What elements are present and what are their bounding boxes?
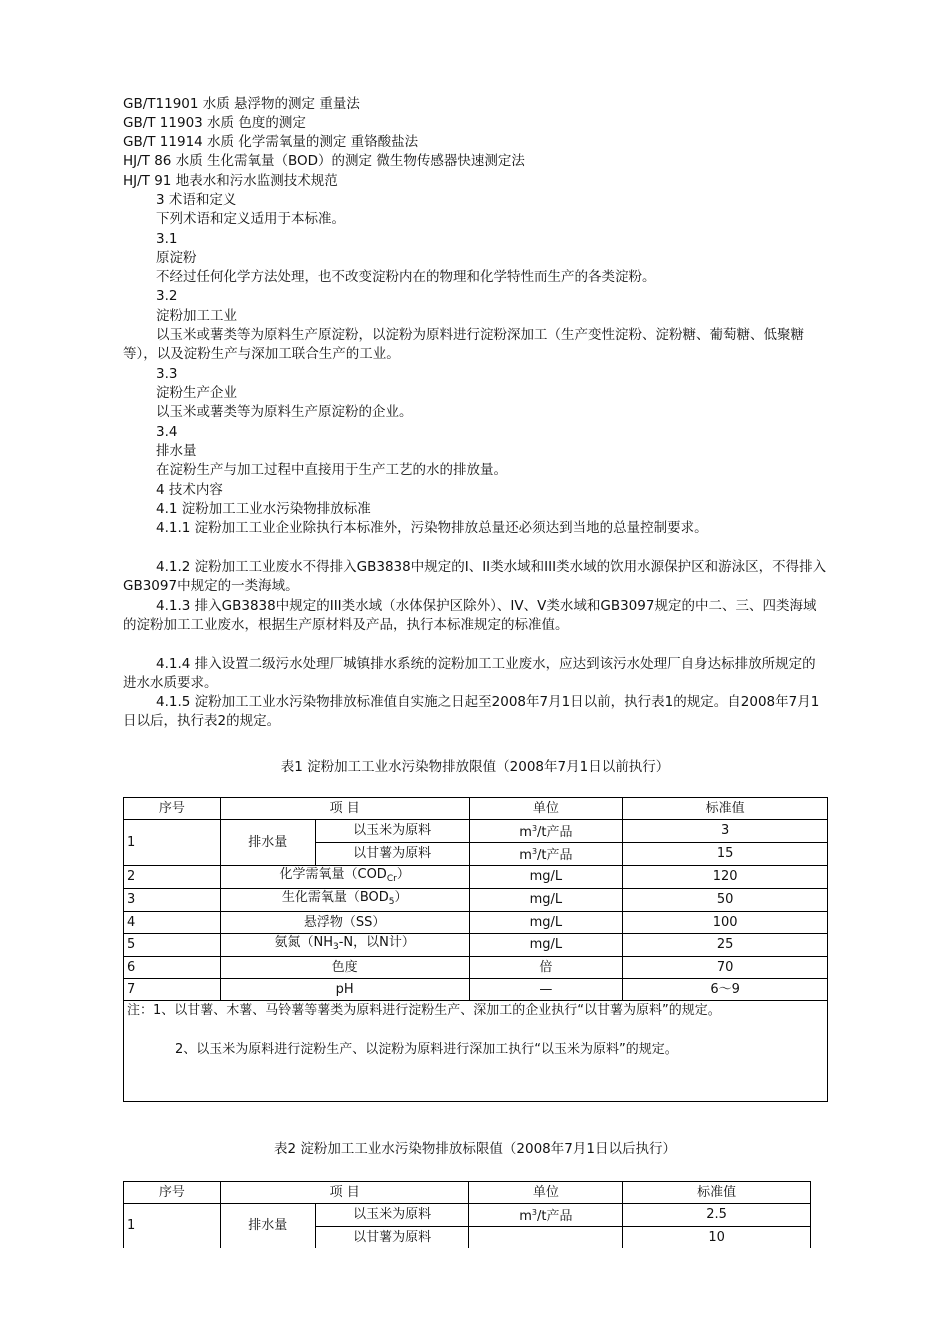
row-value: 15	[623, 843, 828, 866]
table-header-row	[124, 1182, 811, 1204]
row-unit: mg/L	[469, 912, 623, 934]
row-unit: $m^3/t$产品	[469, 1204, 623, 1227]
row-no: 1	[124, 1204, 221, 1249]
def-number: 3.4	[156, 424, 178, 440]
row-unit: $m^3/t$产品	[469, 843, 623, 866]
def-number: 3.1	[156, 231, 178, 247]
table-row	[124, 820, 828, 843]
row-no: 6	[124, 957, 221, 979]
row-item: 生化需氧量$(BOD_5)$	[220, 889, 469, 912]
row-value: 50	[623, 889, 828, 912]
row-item: 排水量	[220, 1204, 315, 1249]
section-3-intro: 下列术语和定义适用于本标准。	[156, 211, 345, 227]
row-unit: 倍	[469, 957, 623, 979]
ref-line: GB/T 11914 水质 化学需氧量的测定 重铬酸盐法	[123, 134, 419, 150]
row-value: 25	[623, 934, 828, 957]
row-subitem: 以甘薯为原料	[315, 1227, 469, 1249]
def-number: 3.2	[156, 288, 178, 304]
table2-caption: 表2 淀粉加工工业水污染物排放标限值（2008年7月1日以后执行）	[274, 1141, 676, 1157]
row-no: 5	[124, 934, 221, 957]
ref-line: GB/T11901 水质 悬浮物的测定 重量法	[123, 96, 360, 112]
table-row	[124, 1204, 811, 1227]
section-4-title: 4 技术内容	[156, 482, 223, 498]
table-row	[124, 866, 828, 889]
paragraph-4-1-1: 4.1.1 淀粉加工工业企业除执行本标准外，污染物排放总量还必须达到当地的总量控制要求。	[156, 520, 708, 536]
ref-line: HJ/T 86 水质 生化需氧量（BOD）的测定 微生物传感器快速测定法	[123, 153, 525, 169]
row-no: 1	[124, 820, 221, 866]
row-item: 氨氮（$NH_3-N$，以N计）	[220, 934, 469, 957]
table-row	[124, 889, 828, 912]
paragraph-4-1-4: 4.1.4 排入设置二级污水处理厂城镇排水系统的淀粉加工工业废水，应达到该污水处理厂自身达标排放所规定的进水水质要求。	[123, 656, 816, 691]
row-no: 2	[124, 866, 221, 889]
row-no: 3	[124, 889, 221, 912]
row-unit: $m^3/t$产品	[469, 820, 623, 843]
paragraph-4-1-3: 4.1.3 排入GB3838中规定的III类水域（水体保护区除外）、IV、V类水域和GB3097规定的中二、三、四类海域的淀粉加工工业废水，根据生产原材料及产品，执行本标准规定的标准值。	[123, 598, 817, 633]
row-unit	[469, 1227, 623, 1249]
header-no: 序号	[124, 1182, 221, 1204]
row-item: 化学需氧量$(COD_{Cr})$	[220, 866, 469, 889]
header-item: 项 目	[220, 1182, 469, 1204]
row-item: 排水量	[220, 820, 315, 866]
table-header-row	[124, 798, 828, 820]
row-item: 色度	[220, 957, 469, 979]
row-subitem: 以玉米为原料	[315, 820, 469, 843]
section-4-1-title: 4.1 淀粉加工工业水污染物排放标准	[156, 501, 371, 517]
header-standard: 标准值	[623, 1182, 811, 1204]
row-value: 100	[623, 912, 828, 934]
table-note	[124, 1001, 828, 1102]
def-term: 排水量	[156, 443, 197, 459]
row-subitem: 以甘薯为原料	[315, 843, 469, 866]
def-term: 淀粉生产企业	[156, 385, 237, 401]
table1-caption: 表1 淀粉加工工业水污染物排放限值（2008年7月1日以前执行）	[280, 759, 670, 775]
paragraph-4-1-2: 4.1.2 淀粉加工工业废水不得排入GB3838中规定的I、II类水域和III类水域的饮用水源保护区和游泳区，不得排入GB3097中规定的一类海域。	[123, 559, 827, 594]
row-value: 70	[623, 957, 828, 979]
row-unit: mg/L	[469, 934, 623, 957]
def-number: 3.3	[156, 366, 178, 382]
ref-line: HJ/T 91 地表水和污水监测技术规范	[123, 173, 338, 189]
row-unit: —	[469, 979, 623, 1001]
table-row	[124, 934, 828, 957]
section-3-title: 3 术语和定义	[156, 192, 237, 208]
def-term: 淀粉加工工业	[156, 308, 237, 324]
row-item: 悬浮物（SS）	[220, 912, 469, 934]
header-unit: 单位	[469, 798, 623, 820]
header-no: 序号	[124, 798, 221, 820]
table-note-row	[124, 1001, 828, 1102]
def-text: 以玉米或薯类等为原料生产原淀粉，以淀粉为原料进行淀粉深加工（生产变性淀粉、淀粉糖、葡萄糖、低聚糖等），以及淀粉生产与深加工联合生产的工业。	[123, 327, 804, 362]
row-value: 6～9	[623, 979, 828, 1001]
table1	[123, 797, 828, 1102]
row-value: 120	[623, 866, 828, 889]
paragraph-4-1-5: 4.1.5 淀粉加工工业水污染物排放标准值自实施之日起至2008年7月1日以前，执行表1的规定。自2008年7月1日以后，执行表2的规定。	[123, 694, 820, 729]
note-1: 注：1、以甘薯、木薯、马铃薯等薯类为原料进行淀粉生产、深加工的企业执行“以甘薯为原料”的规定。	[127, 1003, 721, 1018]
table2	[123, 1181, 811, 1248]
def-text: 在淀粉生产与加工过程中直接用于生产工艺的水的排放量。	[156, 462, 507, 478]
row-item: pH	[220, 979, 469, 1001]
table-row	[124, 912, 828, 934]
def-term: 原淀粉	[156, 250, 197, 266]
def-text: 不经过任何化学方法处理，也不改变淀粉内在的物理和化学特性而生产的各类淀粉。	[156, 269, 656, 285]
table-row	[124, 957, 828, 979]
row-no: 4	[124, 912, 221, 934]
row-value: 2.5	[623, 1204, 811, 1227]
row-unit: mg/L	[469, 866, 623, 889]
row-no: 7	[124, 979, 221, 1001]
header-item: 项 目	[220, 798, 469, 820]
ref-line: GB/T 11903 水质 色度的测定	[123, 115, 306, 131]
def-text: 以玉米或薯类等为原料生产原淀粉的企业。	[156, 404, 413, 420]
header-standard: 标准值	[623, 798, 828, 820]
note-2: 2、以玉米为原料进行淀粉生产、以淀粉为原料进行深加工执行“以玉米为原料”的规定。	[175, 1042, 678, 1057]
table-row	[124, 979, 828, 1001]
row-unit: mg/L	[469, 889, 623, 912]
row-subitem: 以玉米为原料	[315, 1204, 469, 1227]
row-value: 3	[623, 820, 828, 843]
row-value: 10	[623, 1227, 811, 1249]
header-unit: 单位	[469, 1182, 623, 1204]
